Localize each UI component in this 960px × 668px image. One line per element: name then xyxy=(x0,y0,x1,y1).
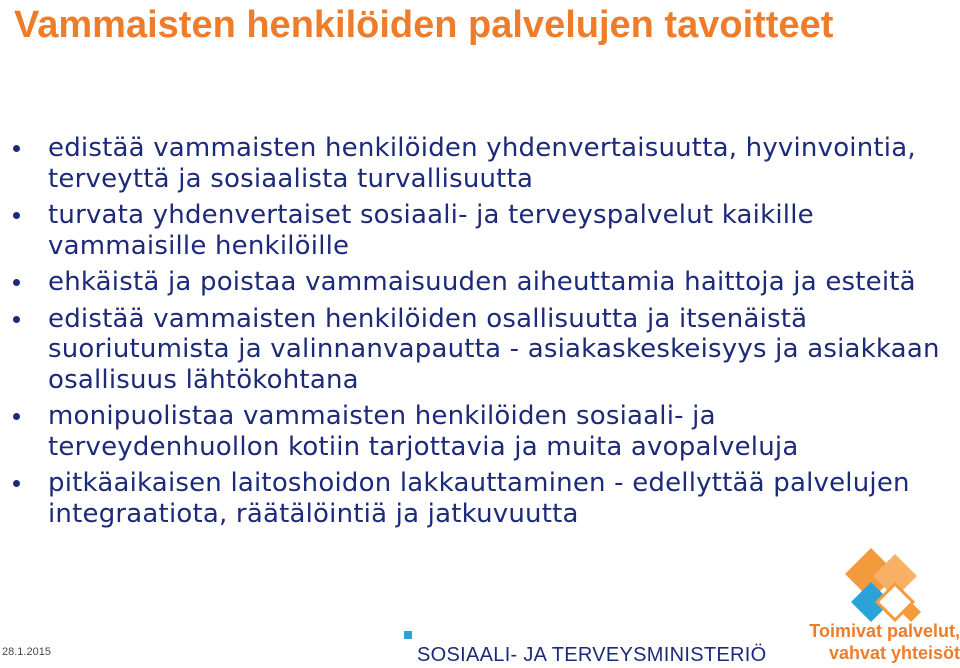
bullet-text: edistää vammaisten henkilöiden osallisuutta ja itsenäistä suoriutumista ja valinnanvapautta - asiakaskeskeisyys ja asiakkaan osallisuus lähtökohtana xyxy=(48,303,940,395)
slide-title: Vammaisten henkilöiden palvelujen tavoitteet xyxy=(14,4,834,46)
bullet-dot-icon xyxy=(13,212,20,219)
bullet-item xyxy=(0,468,945,529)
footer-slogan xyxy=(798,620,960,664)
bullet-item xyxy=(0,200,945,261)
bullet-dot-icon xyxy=(13,145,20,152)
bullet-dot-icon xyxy=(13,279,20,286)
footer-slogan-line2: vahvat yhteisöt xyxy=(828,643,960,663)
ministry-square-icon xyxy=(404,631,412,639)
bullet-item xyxy=(0,304,945,396)
bullet-text: ehkäistä ja poistaa vammaisuuden aiheuttamia haittoja ja esteitä xyxy=(48,267,916,297)
bullet-item xyxy=(0,401,945,462)
bullet-item xyxy=(0,133,945,194)
bullet-text: edistää vammaisten henkilöiden yhdenvertaisuutta, hyvinvointia, terveyttä ja sosiaalista turvallisuutta xyxy=(48,133,916,194)
bullet-text: monipuolistaa vammaisten henkilöiden sosiaali- ja terveydenhuollon kotiin tarjottavia ja muita avopalveluja xyxy=(48,401,799,462)
bullet-text: pitkäaikaisen laitoshoidon lakkauttaminen - edellyttää palvelujen integraatiota, räätälöintiä ja jatkuvuutta xyxy=(48,468,910,529)
bullet-list xyxy=(0,133,945,535)
footer-date: 28.1.2015 xyxy=(2,646,51,658)
bullet-item xyxy=(0,267,945,298)
bullet-dot-icon xyxy=(13,316,20,323)
bullet-dot-icon xyxy=(13,413,20,420)
footer-slogan-line1: Toimivat palvelut, xyxy=(809,621,960,641)
footer-ministry: SOSIAALI- JA TERVEYSMINISTERIÖ xyxy=(417,644,767,666)
bullet-text: turvata yhdenvertaiset sosiaali- ja terveyspalvelut kaikille vammaisille henkilöille xyxy=(48,200,814,261)
bullet-dot-icon xyxy=(13,480,20,487)
diamond-logo-icon xyxy=(843,546,927,630)
